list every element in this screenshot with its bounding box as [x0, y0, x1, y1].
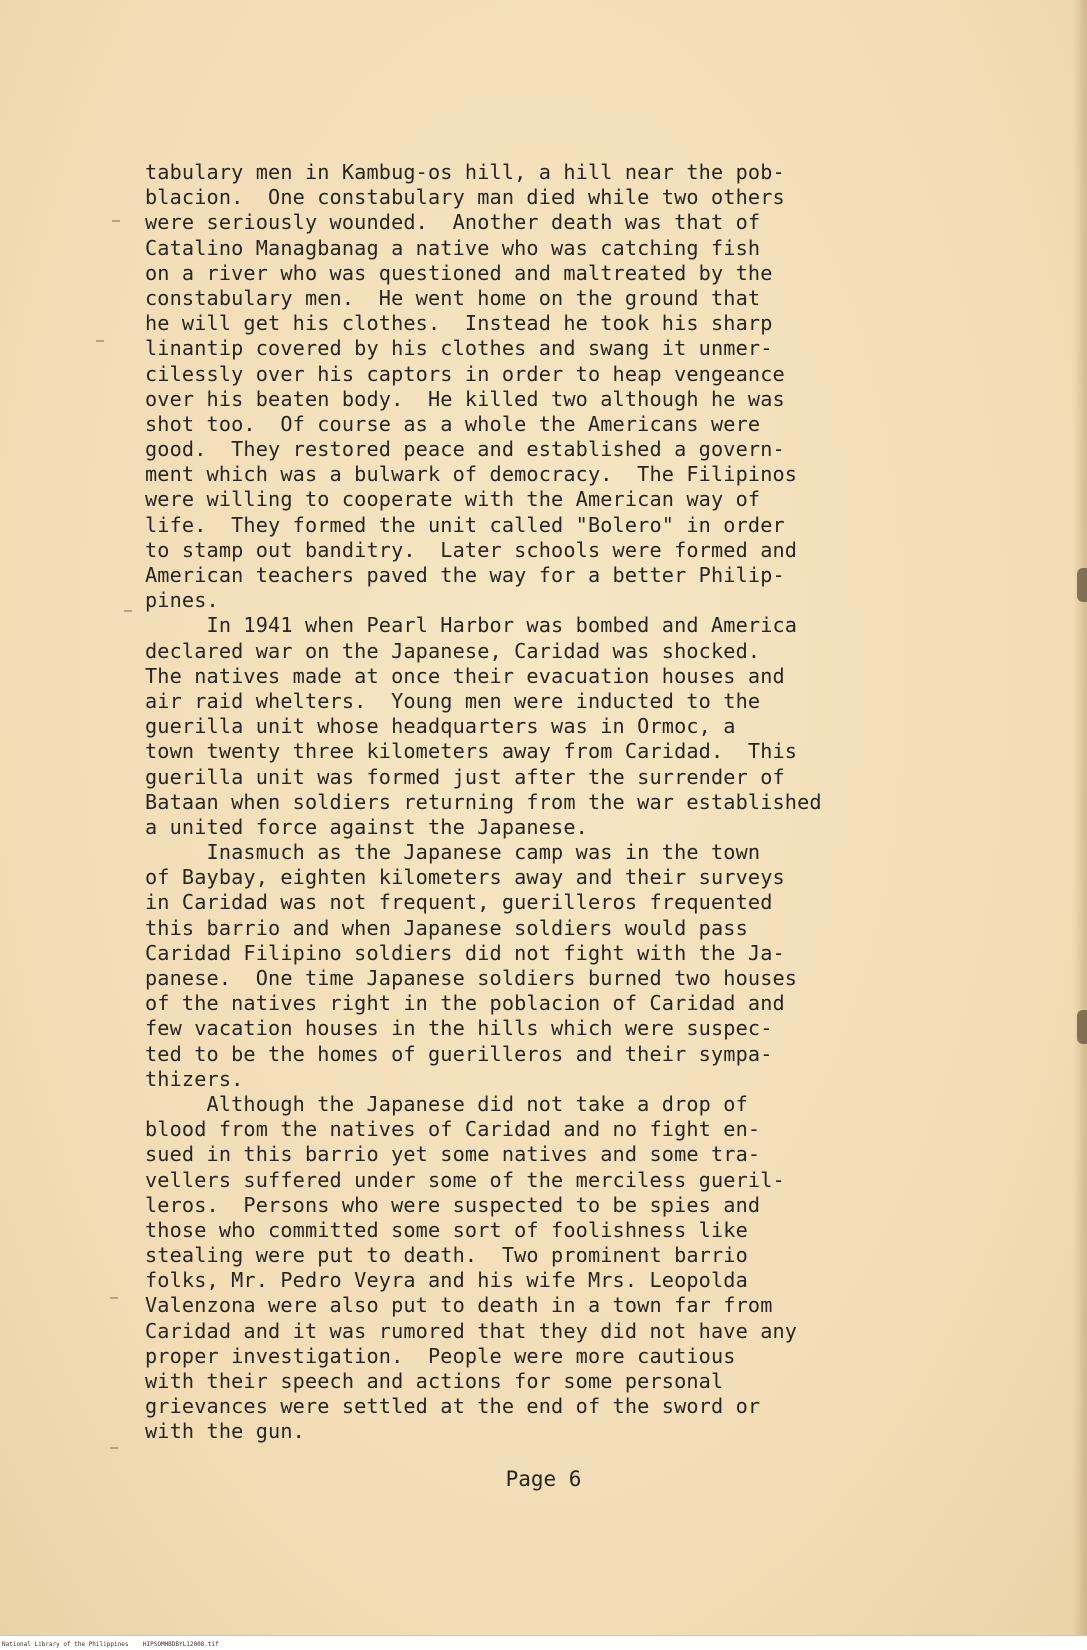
binding-tab-mark — [1077, 568, 1087, 602]
text-line: blood from the natives of Caridad and no fight en- — [145, 1117, 761, 1142]
text-line: panese. One time Japanese soldiers burned two houses — [145, 966, 798, 990]
text-line: leros. Persons who were suspected to be spies and — [145, 1192, 761, 1217]
text-line: Valenzona were also put to death in a town far from — [145, 1293, 773, 1318]
text-line: were willing to cooperate with the American way of — [145, 487, 761, 512]
text-line: this barrio and when Japanese soldiers would pass — [145, 915, 748, 940]
margin-mark — [110, 1447, 118, 1449]
text-line: air raid whelters. Young men were inducted to the — [145, 688, 761, 713]
text-line: on a river who was questioned and maltreated by the — [145, 260, 773, 285]
scan-footer-strip — [0, 1635, 1087, 1650]
text-line: folks, Mr. Pedro Veyra and his wife Mrs. Leopolda — [145, 1268, 748, 1293]
text-line: life. They formed the unit called "Bolero" in order — [145, 512, 785, 537]
text-line: good. They restored peace and established a govern- — [145, 437, 785, 462]
text-line: stealing were put to death. Two prominent barrio — [145, 1243, 748, 1268]
text-line: with the gun. — [145, 1419, 305, 1444]
text-line: Catalino Managbanag a native who was catching fish — [145, 235, 761, 260]
text-line: cilessly over his captors in order to heap vengeance — [145, 361, 785, 386]
margin-mark — [124, 610, 132, 612]
text-line: ment which was a bulwark of democracy. The Filipinos — [145, 462, 798, 487]
text-line: were seriously wounded. Another death was that of — [145, 210, 761, 235]
text-line: town twenty three kilometers away from Caridad. This — [145, 739, 798, 764]
text-line: constabulary men. He went home on the ground that — [145, 285, 761, 310]
text-line: Although the Japanese did not take a drop of — [145, 1091, 748, 1116]
typed-text-body — [145, 160, 1005, 1445]
text-line: In 1941 when Pearl Harbor was bombed and America — [145, 613, 798, 638]
text-line: linantip covered by his clothes and swang it unmer- — [145, 336, 773, 361]
text-line: vellers suffered under some of the merciless gueril- — [145, 1167, 785, 1192]
text-line: thizers. — [145, 1066, 244, 1091]
margin-mark — [110, 1297, 118, 1299]
text-line: pines. — [145, 588, 219, 613]
binding-tab-mark — [1077, 1010, 1087, 1044]
text-line: tabulary men in Kambug-os hill, a hill near the pob- — [145, 160, 785, 184]
text-line: Caridad and it was rumored that they did not have any — [145, 1318, 798, 1343]
text-line: with their speech and actions for some personal — [145, 1369, 724, 1393]
text-line: Bataan when soldiers returning from the war established — [145, 789, 822, 814]
margin-mark — [112, 220, 120, 222]
scan-footer-text: National Library of the Philippines HIPSOMHBDBYL12008.tif — [2, 1641, 219, 1648]
text-line: in Caridad was not frequent, guerilleros frequented — [145, 890, 773, 915]
text-line: Caridad Filipino soldiers did not fight with the Ja- — [145, 940, 785, 965]
page-edge-shadow — [1073, 0, 1087, 1650]
text-line: over his beaten body. He killed two although he was — [145, 386, 785, 411]
text-line: Inasmuch as the Japanese camp was in the town — [145, 840, 761, 865]
text-line: of Baybay, eighten kilometers away and their surveys — [145, 865, 785, 890]
text-line: proper investigation. People were more cautious — [145, 1343, 736, 1368]
text-line: shot too. Of course as a whole the Americans were — [145, 411, 761, 436]
text-line: grievances were settled at the end of the sword or — [145, 1394, 761, 1419]
text-line: to stamp out banditry. Later schools were formed and — [145, 537, 798, 562]
text-line: guerilla unit was formed just after the surrender of — [145, 764, 785, 789]
text-line: declared war on the Japanese, Caridad was shocked. — [145, 638, 761, 663]
text-line: a united force against the Japanese. — [145, 814, 588, 839]
text-line: blacion. One constabulary man died while two others — [145, 185, 785, 210]
text-line: few vacation houses in the hills which were suspec- — [145, 1016, 773, 1041]
text-line: American teachers paved the way for a better Philip- — [145, 563, 785, 587]
margin-mark — [96, 340, 104, 342]
text-line: he will get his clothes. Instead he took his sharp — [145, 311, 773, 336]
text-line: The natives made at once their evacuation houses and — [145, 663, 785, 688]
text-line: those who committed some sort of foolishness like — [145, 1217, 748, 1242]
text-line: guerilla unit whose headquarters was in Ormoc, a — [145, 714, 736, 739]
page-number: Page 6 — [505, 1467, 582, 1491]
text-line: ted to be the homes of guerilleros and their sympa- — [145, 1041, 773, 1066]
text-line: of the natives right in the poblacion of Caridad and — [145, 991, 785, 1016]
text-line: sued in this barrio yet some natives and some tra- — [145, 1142, 761, 1167]
